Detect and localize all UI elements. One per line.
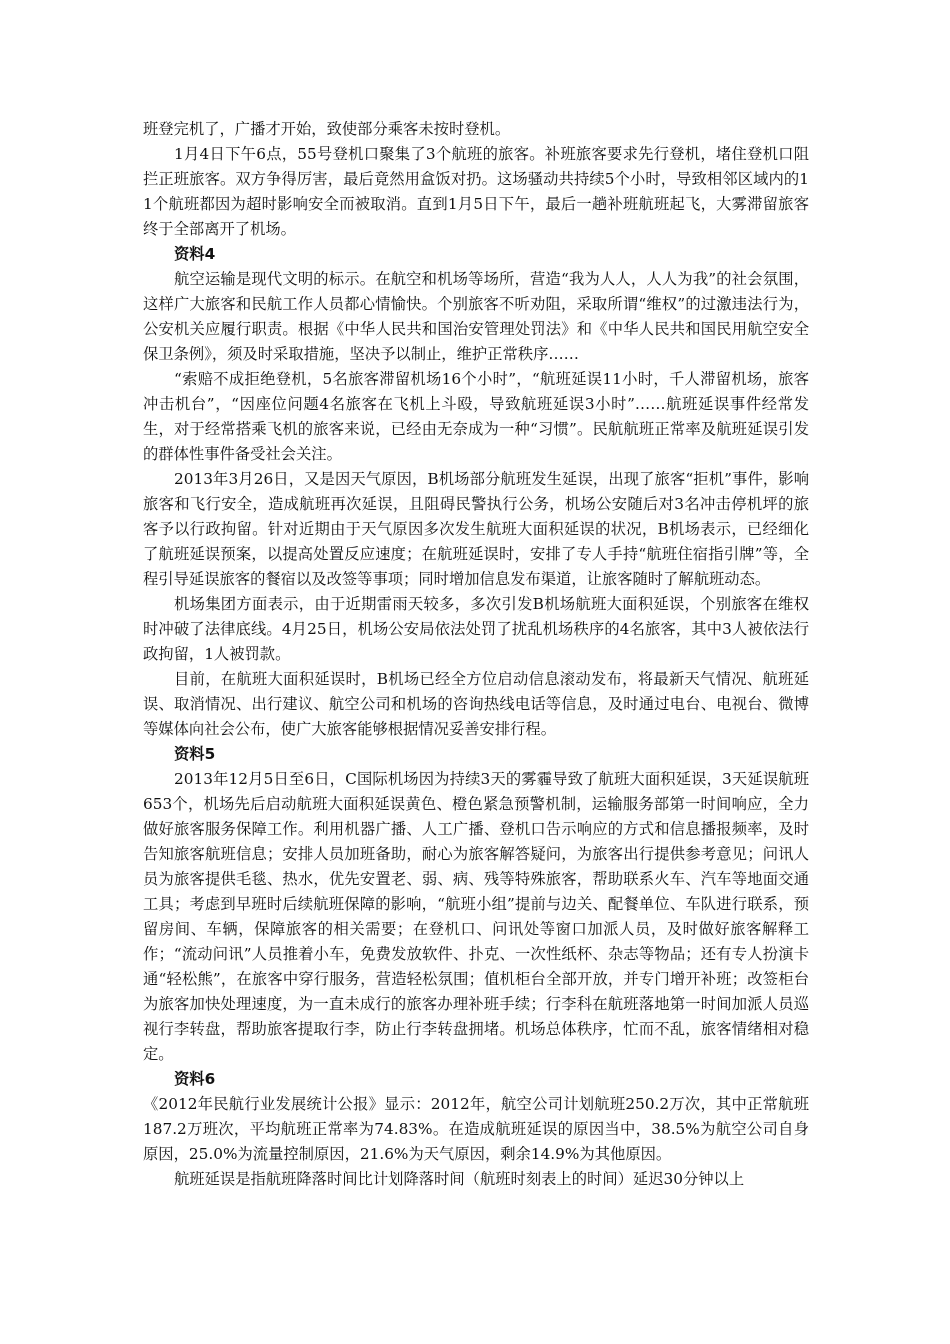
paragraph-airport-group-statement: 机场集团方面表示，由于近期雷雨天较多，多次引发B机场航班大面积延误，个别旅客在维权时冲破了法律底线。4月25日，机场公安局依法处罚了扰乱机场秩序的4名旅客，其中3人被依法行政拘留，1人被罚款。 [143,595,809,663]
paragraph-delay-events: “索赔不成拒绝登机，5名旅客滞留机场16个小时”，“航班延误11小时，千人滞留机场，旅客冲击机台”，“因座位问题4名旅客在飞机上斗殴，导致航班延误3小时”……航班延误事件经常发生，对于经常搭乘飞机的旅客来说，已经由无奈成为一种“习惯”。民航航班正常率及航班延误引发的群体性事件备受社会关注。 [143,370,809,463]
paragraph-gate-55-incident: 1月4日下午6点，55号登机口聚集了3个航班的旅客。补班旅客要求先行登机，堵住登机口阻拦正班旅客。双方争得厉害，最后竟然用盒饭对扔。这场骚动共持续5个小时，导致相邻区域内的11个航班都因为超时影响安全而被取消。直到1月5日下午，最后一趟补班航班起飞，大雾滞留旅客终于全部离开了机场。 [143,145,809,238]
section-heading-material-4: 资料4 [174,245,216,263]
section-heading-material-5: 资料5 [174,745,216,763]
paragraph-2012-statistics: 《2012年民航行业发展统计公报》显示：2012年，航空公司计划航班250.2万次，其中正常航班187.2万班次，平均航班正常率为74.83%。在造成航班延误的原因当中，38.5%为航空公司自身原因，25.0%为流量控制原因，21.6%为天气原因，剩余14.9%为其他原因。 [143,1095,809,1163]
paragraph-delay-definition: 航班延误是指航班降落时间比计划降落时间（航班时刻表上的时间）延迟30分钟以上 [174,1170,745,1188]
paragraph-info-release: 目前，在航班大面积延误时，B机场已经全方位启动信息滚动发布，将最新天气情况、航班延误、取消情况、出行建议、航空公司和机场的咨询热线电话等信息，及时通过电台、电视台、微博等媒体向社会公布，使广大旅客能够根据情况妥善安排行程。 [143,670,809,738]
paragraph-boarding-broadcast: 班登完机了，广播才开始，致使部分乘客未按时登机。 [143,120,511,138]
section-heading-material-6: 资料6 [174,1070,216,1088]
paragraph-b-airport-march: 2013年3月26日，又是因天气原因，B机场部分航班发生延误，出现了旅客“拒机”事件，影响旅客和飞行安全，造成航班再次延误，且阻碍民警执行公务，机场公安随后对3名冲击停机坪的旅客予以行政拘留。针对近期由于天气原因多次发生航班大面积延误的状况，B机场表示，已经细化了航班延误预案，以提高处置反应速度；在航班延误时，安排了专人手持“航班住宿指引牌”等，全程引导延误旅客的餐宿以及改签等事项；同时增加信息发布渠道，让旅客随时了解航班动态。 [143,470,809,588]
document-body [143,117,809,1192]
paragraph-c-airport-smog: 2013年12月5日至6日，C国际机场因为持续3天的雾霾导致了航班大面积延误，3天延误航班653个，机场先后启动航班大面积延误黄色、橙色紧急预警机制，运输服务部第一时间响应，全力做好旅客服务保障工作。利用机器广播、人工广播、登机口告示响应的方式和信息播报频率，及时告知旅客航班信息；安排人员加班备助，耐心为旅客解答疑问，为旅客出行提供参考意见；问讯人员为旅客提供毛毯、热水，优先安置老、弱、病、残等特殊旅客，帮助联系火车、汽车等地面交通工具；考虑到早班时后续航班保障的影响，“航班小组”提前与边关、配餐单位、车队进行联系，预留房间、车辆，保障旅客的相关需要；在登机口、问讯处等窗口加派人员，及时做好旅客解释工作；“流动问讯”人员推着小车，免费发放软件、扑克、一次性纸杯、杂志等物品；还有专人扮演卡通“轻松熊”，在旅客中穿行服务，营造轻松氛围；值机柜台全部开放，并专门增开补班；改签柜台为旅客加快处理速度，为一直未成行的旅客办理补班手续；行李科在航班落地第一时间加派人员巡视行李转盘，帮助旅客提取行李，防止行李转盘拥堵。机场总体秩序，忙而不乱，旅客情绪相对稳定。 [143,770,809,1063]
paragraph-civil-aviation-order: 航空运输是现代文明的标示。在航空和机场等场所，营造“我为人人，人人为我”的社会氛围，这样广大旅客和民航工作人员都心情愉快。个别旅客不听劝阻，采取所谓“维权”的过激违法行为，公安机关应履行职责。根据《中华人民共和国治安管理处罚法》和《中华人民共和国民用航空安全保卫条例》，须及时采取措施，坚决予以制止，维护正常秩序…… [143,270,809,363]
